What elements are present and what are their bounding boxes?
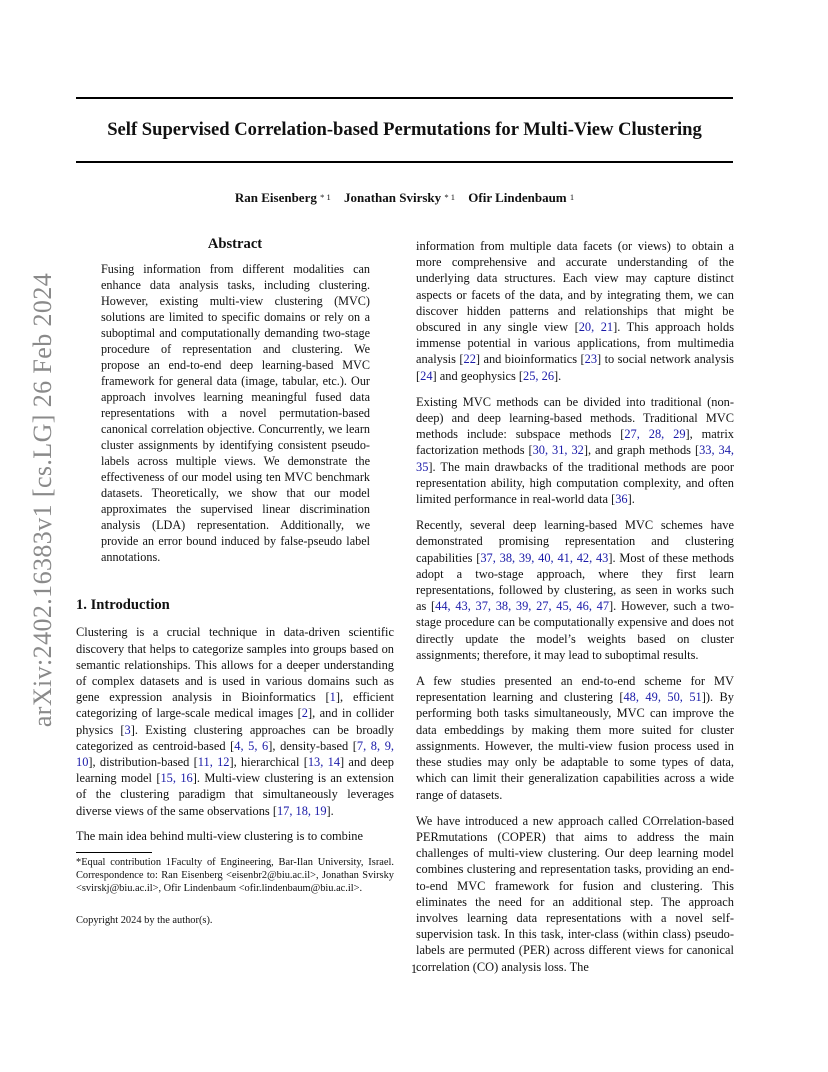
citation-link[interactable]: 17, 18, 19 [276,803,327,818]
paragraph: Recently, several deep learning-based MVC schemes have demonstrated promising representation and clustering capabilities [37, 38, 39, 40, 41, 42, 43]. Most of these methods adopt a two-stage approach, where they first learn representations, followed by clustering, as seen in works such as [44, 43, 37, 38, 39, 27, 45, 46, 47]. However, such a two-stage procedure can be computationally expensive and does not directly update the model’s weights based on cluster assignments; therefore, it may lead to suboptimal results. [416,518,735,662]
citation-link[interactable]: 4, 5, 6 [234,738,269,753]
arxiv-stamp: arXiv:2402.16383v1 [cs.LG] 26 Feb 2024 [28,272,57,728]
citation-link[interactable]: 24 [420,368,433,383]
paragraph: Clustering is a crucial technique in data-driven scientific discovery that helps to categorize samples into groups based on semantic relationships. This allows for a deeper understanding of complex datasets and is used in various domains such as gene expression analysis in Bioinformatics [1], efficient categorizing of large-scale medical images [2], and in collider physics [3]. Existing clustering approaches can be broadly categorized as centroid-based [4, 5, 6], density-based [7, 8, 9, 10], distribution-based [11, 12], hierarchical [13, 14] and deep learning model [15, 16]. Multi-view clustering is an extension of the clustering paradigm that simultaneously leverages diverse views of the same observations [17, 18, 19]. [76,625,395,818]
right-column [416,238,734,985]
citation-link[interactable]: 27, 28, 29 [624,427,686,442]
citation-link[interactable]: 25, 26 [523,368,555,383]
page-number: 1 [410,962,418,976]
citation-link[interactable]: 44, 43, 37, 38, 39, 27, 45, 46, 47 [435,599,610,614]
title-rule-top [76,97,733,99]
citation-link[interactable]: 1 [329,690,336,705]
citation-link[interactable]: 20, 21 [578,320,614,335]
copyright-notice: Copyright 2024 by the author(s). [76,915,213,927]
paragraph: information from multiple data facets (or views) to obtain a more comprehensive and accurate understanding of the underlying data structures. Each view may capture distinct aspects or facets of the data, and by integrating them, we can discover hidden patterns and relationships that might be obscured in any single view [20, 21]. This approach holds immense potential in various applications, from multimedia analysis [22] and bioinformatics [23] to social network analysis [24] and geophysics [25, 26]. [416,239,735,383]
citation-link[interactable]: 33, 34, 35 [416,443,734,474]
footnote: *Equal contribution 1Faculty of Engineering, Bar-Ilan University, Israel. Correspondence to: Ran Eisenberg <eisenbr2@biu.ac.il>, Jonathan Svirsky <svirskj@biu.ac.il>, Ofir Lindenbaum <ofir.lindenbaum@biu.ac.il>. [76,857,394,894]
citation-link[interactable]: 37, 38, 39, 40, 41, 42, 43 [480,550,609,565]
citation-link[interactable]: 3 [124,722,131,737]
citation-link[interactable]: 11, 12 [197,755,230,770]
left-column [76,236,394,930]
citation-link[interactable]: 30, 31, 32 [532,443,584,458]
footnote-rule [76,852,152,853]
citation-link[interactable]: 15, 16 [160,771,193,786]
citation-link[interactable]: 36 [615,492,628,507]
paragraph: We have introduced a new approach called COrrelation-based PERmutations (COPER) that aims to address the main challenges of multi-view clustering. Our deep learning model combines clustering and representation tasks, providing an end-to-end MVC framework for fusion and clustering. This eliminates the need for an additional step. The approach involves learning data representations with a novel self-supervision task. In this task, inter-class (within class) pseudo-labels are permuted (PER) across different views for canonical correlation (CO) analysis loss. The [416,813,734,974]
citation-link[interactable]: 7, 8, 9, 10 [76,738,394,770]
paragraph: A few studies presented an end-to-end scheme for MV representation learning and clustering [48, 49, 50, 51]). By performing both tasks simultaneously, MVC can improve the data embeddings by making them more suited for cluster assignments. However, the multi-view fusion process used in these studies may only be adaptable to some types of data, which can limit their generalization capabilities across a wide range of datasets. [416,674,734,802]
citation-link[interactable]: 13, 14 [307,755,341,770]
citation-link[interactable]: 2 [301,706,308,721]
author-list [76,190,733,206]
citation-link[interactable]: 22 [463,352,476,367]
author: Jonathan Svirsky $^{* 1}$ [343,190,456,205]
abstract-heading: Abstract [207,236,263,252]
author: Ofir Lindenbaum $^1$ [468,190,575,205]
section-heading: 1. Introduction [76,597,170,614]
paper-title: Self Supervised Correlation-based Permutations for Multi-View Clustering [107,119,702,140]
citation-link[interactable]: 48, 49, 50, 51 [623,690,702,705]
paragraph: Existing MVC methods can be divided into traditional (non-deep) and deep learning-based methods. Traditional MVC methods include: subspace methods [27, 28, 29], matrix factorization methods [30, 31, 32], and graph methods [33, 34, 35]. The main drawbacks of the traditional methods are poor representation ability, high computation complexity, and often limited performance in real-world data [36]. [416,394,735,507]
title-rule-bottom [76,161,733,163]
abstract-body: Fusing information from different modalities can enhance data analysis tasks, including clustering. However, existing multi-view clustering (MVC) solutions are limited to specific domains or rely on a suboptimal and computationally demanding two-stage procedure of representation and clustering. We propose an end-to-end deep learning-based MVC framework for general data (image, tabular, etc.). Our approach involves learning meaningful fused data representations with a novel permutation-based canonical correlation objective. Concurrently, we learn cluster assignments by identifying consistent pseudo-labels across multiple views. We demonstrate the effectiveness of our model using ten MVC benchmark datasets. Theoretically, we show that our model approximates the supervised linear discrimination analysis (LDA) representation. Additionally, we provide an error bound induced by false-pseudo label annotations. [101,262,370,565]
author: Ran Eisenberg $^{* 1}$ [234,190,331,205]
paragraph: The main idea behind multi-view clustering is to combine [76,828,363,843]
citation-link[interactable]: 23 [584,352,598,367]
